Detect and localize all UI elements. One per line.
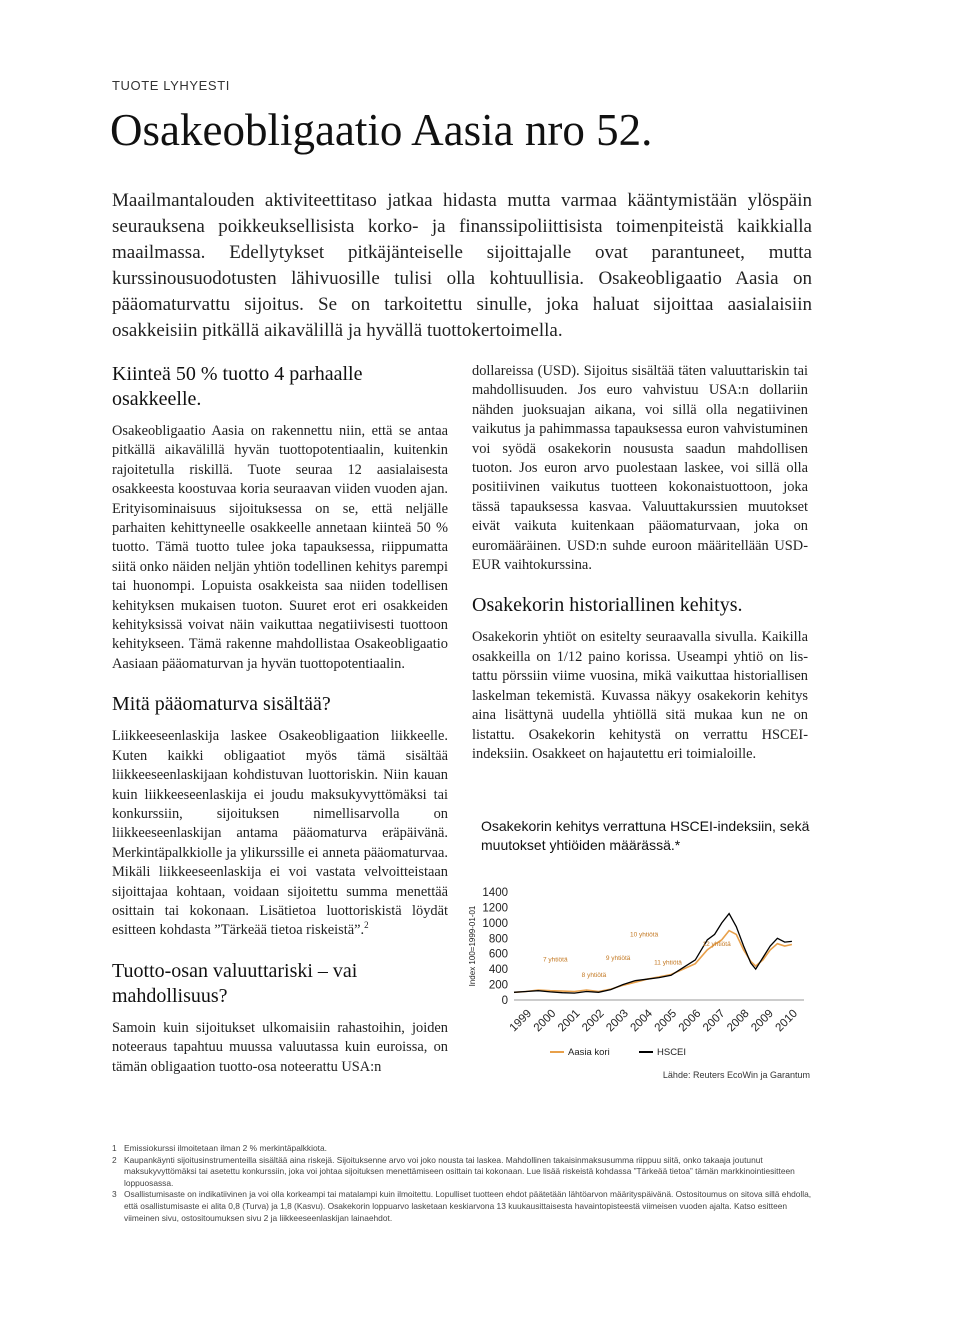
x-tick-label: 2008 [725, 1007, 752, 1035]
footnote-text: Kaupankäynti sijoitusinstrumenteilla sisältää aina riskejä. Sijoituksenne arvo voi joko nousta tai laskea. Mahdollinen takaisinmaksusumma riippuu siitä, onko takaaja joutunut maksukyvyttömäksi tai asetettu konkurssiin, joka voi johtaa sijoituksen menettämiseen osittain tai kokonaan. Lue lisää riskeistä kohdassa ”Tärkeää tietoa” tämän markkinointiesitteen loppuosassa. [124, 1154, 795, 1188]
y-tick-label: 800 [488, 933, 508, 946]
y-tick-label: 1400 [482, 887, 508, 899]
company-count-annotation: 7 yhtiötä [543, 956, 568, 964]
footnote-text: Osallistumisaste on indikatiivinen ja voi olla korkeampi tai matalampi kuin ilmoitettu. Lopulliset tuotteen ehdot päätetään lähtöarvon määrityspäivänä. Ostositoumus on sitova sillä ehdolla, että osallistumisaste ei alita 0,8 (Turva) ja 1,8 (Kasvu). Osakekorin loppuarvo lasketaan keskiarvona 13 kuukausittaisesta havaintopisteestä viimeisen vuoden ajalta. Katso esitteen viimeinen sivu, ostositoumuksen sivu 2 ja liikkeeseenlaskijan lainaehdot. [124, 1189, 812, 1223]
footnote-3 [112, 1189, 812, 1224]
x-tick-label: 2009 [749, 1007, 776, 1035]
x-tick-label: 2006 [676, 1007, 704, 1035]
footnote-number: 3 [112, 1189, 117, 1200]
legend-label-aasia-kori: Aasia kori [568, 1047, 610, 1058]
y-tick-label: 0 [501, 995, 508, 1007]
paragraph-currency-risk: Samoin kuin sijoitukset ulkomaisiin rahastoihin, joiden noteeraus tapahtuu muussa valuutassa kuin euroissa, on tämän obligaation tuotto-osa noteerattu USA:n [112, 1019, 448, 1075]
x-tick-label: 2007 [700, 1007, 728, 1035]
footnote-2 [112, 1155, 812, 1190]
y-tick-label: 1200 [482, 902, 508, 915]
x-tick-label: 2004 [628, 1007, 656, 1035]
intro-paragraph: Maailmantalouden aktiviteettitaso jatkaa hidasta mutta varmaa kääntymistään ylöspäin seurauksena poikkeuksellisista korko- ja finanssipoliittisista toimenpiteistä kaikkialla maailmassa. Edellytykset pitkäjänteiselle sijoittajalle ovat parantuneet, mutta kurssinousuodotusten lähivuosille tulisi olla kohtuullisia. Osakeobligaatio Aasia on pääomaturvattu sijoitus. Se on tarkoitettu sinulle, joka haluat sijoittaa aasialaisiin osakkeisiin pitkällä aikavälillä ja hyvällä tuottokertoimella. [112, 190, 812, 341]
paragraph-capital-protection-text: Liikkeeseenlaskija laskee Osakeobligaation liikkeelle. Kuten kaikki obligaatiot myös tämä sisältää liikkeeseenlaskijaan kohdistuvan luottoriskin. Niin kauan kuin liikkeeseenlaskija ei joudu maksukyvyttömäksi tai konkurssiin, sijoituksen nimellisarvolla on liikkeeseenlaskijan antama pääomaturva eräpäivänä. Merkintäpalkkiolle ja ylikurssille ei anneta pääomaturvaa. Mikäli liikkeeseenlaskija ei voi vastata velvoitteistaan sijoittajaa kohtaan, voidaan sijoitettu summa menettää osittain tai kokonaan. Lisätietoa luottoriskistä löydät esitteen kohdasta ”Tärkeää tietoa riskeistä”. [112, 728, 448, 939]
footnote-number: 1 [112, 1143, 117, 1153]
heading-basket-history: Osakekorin historiallinen kehitys. [472, 594, 743, 617]
company-count-annotation: 9 yhtiötä [605, 954, 631, 962]
footnote-text: Emissiokurssi ilmoitetaan ilman 2 % merkintäpalkkiota. [124, 1143, 327, 1153]
section-kicker: TUOTE LYHYESTI [112, 78, 230, 93]
chart-source: Lähde: Reuters EcoWin ja Garantum [662, 1070, 810, 1080]
paragraph-capital-protection [112, 727, 448, 940]
heading-fixed-return: Kiinteä 50 % tuotto 4 parhaalle osakkeelle. [112, 363, 363, 410]
x-tick-label: 2000 [531, 1007, 559, 1035]
company-count-annotation: 12 yhtiötä [702, 941, 731, 948]
heading-currency-risk: Tuotto-osan valuuttariski – vai mahdollisuus? [112, 959, 358, 1007]
y-tick-label: 400 [488, 964, 508, 977]
left-column [112, 362, 448, 1077]
x-tick-label: 2010 [773, 1007, 801, 1035]
chart-title: Osakekorin kehitys verrattuna HSCEI-indeksiin, sekä muutokset yhtiöiden määrässä.* [481, 818, 810, 853]
y-axis-label: Index 100=1999-01-01 [468, 905, 477, 987]
x-tick-label: 2005 [652, 1007, 680, 1035]
basket-vs-hscei-chart [462, 880, 812, 1070]
paragraph-currency-continued: dollareissa (USD). Sijoitus sisältää täten valuuttariskin tai mahdollisuuden. Jos euro vahvistuu USA:n dollariin nähden juoksuajan aikana, voi sillä olla negatiivinen vaikutus ja pahimmassa tapauksessa euron vahvistuminen voi syödä osakekorin noususta saadun mahdollisen tuoton. Jos euron arvo puolestaan laskee, voi sillä olla positiivinen vaikutus tuotteen kokonaistuottoon, joka tässä tapauksessa kasvaa. Valuuttakurssien muutokset eivät vaikuta kuitenkaan pääomaturvaan, joka on euromääräinen. USD:n suhde euroon määritellään USD-EUR vaihtokurssina. [472, 363, 808, 574]
series-line-hscei [514, 914, 792, 994]
right-column [472, 362, 808, 764]
x-tick-label: 2001 [555, 1007, 583, 1035]
y-tick-label: 600 [488, 948, 508, 961]
paragraph-fixed-return: Osakeobligaatio Aasia on rakennettu niin, että se antaa pitkällä aikavälillä hyvän tuottopotentiaalin, kuitenkin rajoitetulla riskillä. Tuote seuraa 12 aasialaisesta osakkeesta koostuvaa koria seuraavan viiden vuoden ajan. Erityisominaisuus sijoituksessa on se, että neljälle parhaiten kehittyneelle osakkeelle annetaan kiinteä 50 % tuotto. Tämä tuotto tulee joka tapauksessa, riippumatta siitä onko näiden neljän yhtiön todellinen kehitys parempi tai huonompi. Lopuista osakkeista saa niiden todellisen kehityksen mukaisen tuoton. Suuret erot eri osakkeiden kehityksissä voivat näin vaikuttaa negatiivisesti tuottoon kehitykseen. Tämä rakenne mahdollistaa Osakeobligaatio Aasiaan pääomaturvan ja hyvän tuottopotentiaalin. [112, 423, 448, 672]
company-count-annotation: 8 yhtiötä [581, 971, 607, 979]
paragraph-basket-history: Osakekorin yhtiöt on esitelty seuraavalla sivulla. Kaikilla osakkeilla on 1/12 paino korissa. Useampi yhtiö on lis-tattu pörssiin viime vuosina, mikä vaikuttaa historiallisen laskelman tekemistä. Kuvassa näkyy osakekorin kehitys aina lisättynä uudella yhtiöllä sitä mukaa kun ne on listattu. Osakekorin kehitystä on verrattu HSCEI-indeksiin. Osakkeet on hajautettu eri toimialoille. [472, 629, 808, 762]
legend-label-hscei: HSCEI [657, 1047, 687, 1058]
y-tick-label: 1000 [482, 917, 508, 930]
footnotes [112, 1143, 812, 1224]
page-title: Osakeobligaatio Aasia nro 52. [110, 105, 653, 155]
x-tick-label: 2002 [580, 1007, 607, 1035]
heading-capital-protection: Mitä pääomaturva sisältää? [112, 693, 331, 716]
company-count-annotation: 11 yhtiötä [654, 959, 682, 967]
x-tick-label: 1999 [507, 1007, 535, 1035]
footnote-number: 2 [112, 1154, 117, 1165]
footnote-1 [112, 1143, 812, 1155]
company-count-annotation: 10 yhtiötä [630, 931, 659, 939]
x-tick-label: 2003 [604, 1007, 631, 1035]
footnote-ref-2: 2 [364, 920, 369, 931]
y-tick-label: 200 [488, 979, 508, 992]
